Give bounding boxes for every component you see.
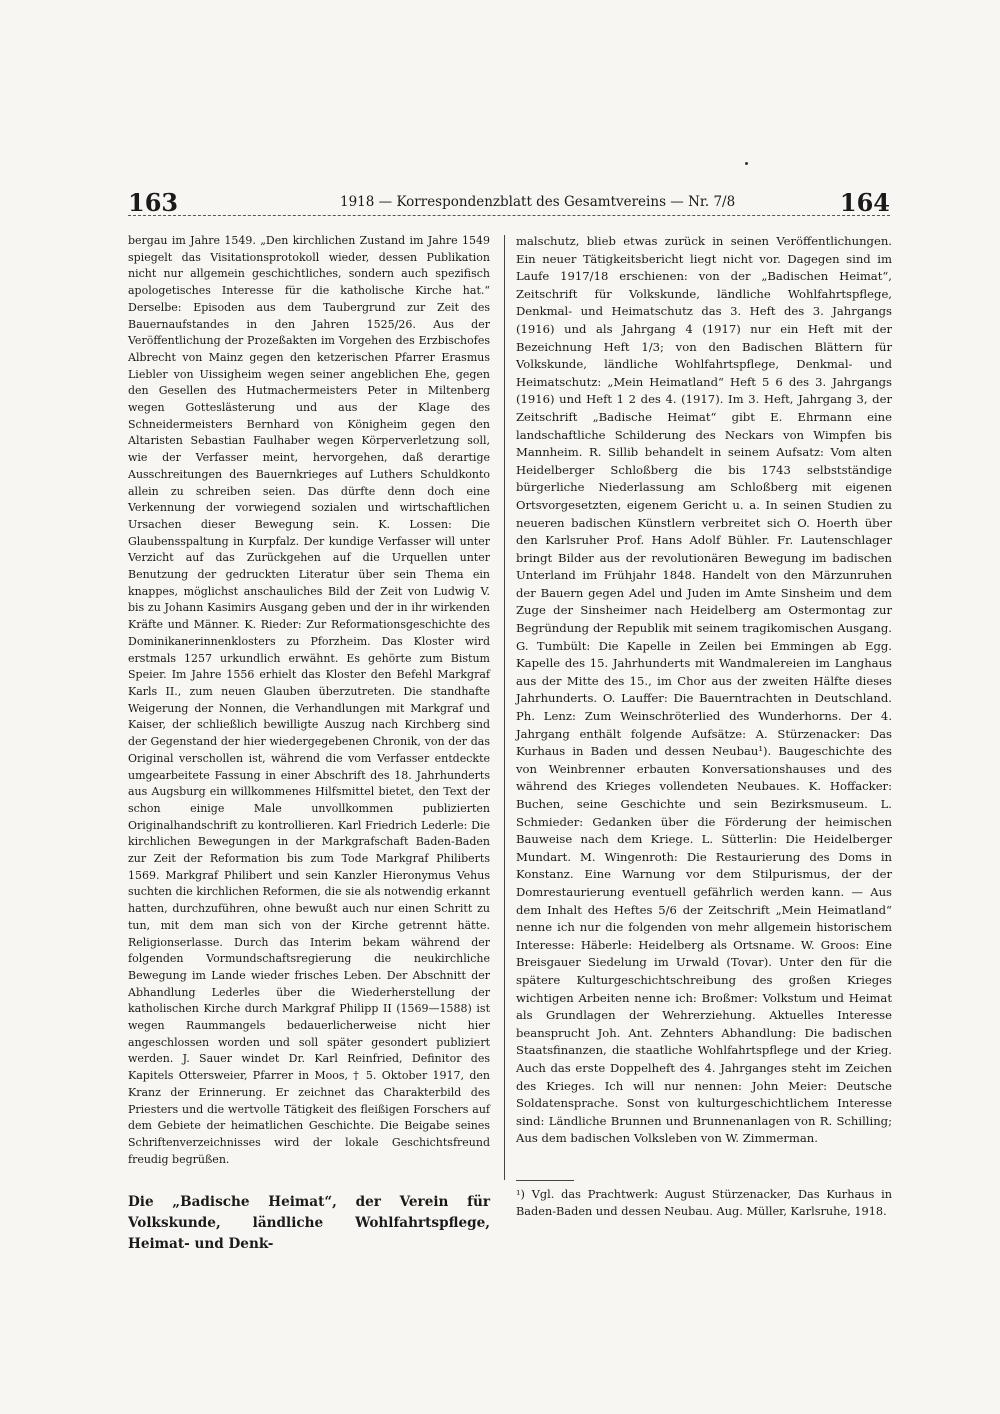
footnote: ¹) Vgl. das Prachtwerk: August Stürzenacker, Das Kurhaus in Baden-Baden und dessen Neubau. Aug. Müller, Karlsruhe, 1918. <box>516 1188 892 1218</box>
running-header: 1918 — Korrespondenzblatt des Gesamtvereins — Nr. 7/8 <box>340 194 736 210</box>
page-number-left: 163 <box>128 188 179 217</box>
right-column-text: malschutz, blieb etwas zurück in seinen Veröffentlichungen. Ein neuer Tätigkeitsbericht liegt nicht vor. Dagegen sind im Laufe 1917/18 erschienen: von der „Badischen Heimat“, Zeitschrift für Volkskunde, ländliche Wohlfahrtspflege, Denkmal- und Heimatschutz das 3. Heft des 3. Jahrgangs (1916) und als Jahrgang 4 (1917) nur ein Heft mit der Bezeichnung Heft 1/3; von den Badischen Blättern für Volkskunde, ländliche Wohlfahrtspflege, Denkmal- und Heimatschutz: „Mein Heimatland“ Heft 5 6 des 3. Jahrgangs (1916) und Heft 1 2 des 4. (1917). Im 3. Heft, Jahrgang 3, der Zeitschrift „Badische Heimat“ gibt E. Ehrmann eine landschaftliche Schilderung des Neckars von Wimpfen bis Mannheim. R. Sillib behandelt in seinem Aufsatz: Vom alten Heidelberger Schloßberg die bis 1743 selbstständige bürgerliche Niederlassung am Schloßberg mit eigenen Ortsvorgesetzten, eigenem Gericht u. a. In seinen Studien zu neueren badischen Künstlern verbreitet sich O. Hoerth über den Karlsruher Prof. Hans Adolf Bühler. Fr. Lautenschlager bringt Bilder aus der revolutionären Bewegung im badischen Unterland im Frühjahr 1848. Handelt von den Märzunruhen der Bauern gegen Adel und Juden im Amte Sinsheim und dem Zuge der Sinsheimer nach Heidelberg am Ostermontag zur Begründung der Republik mit seinem tragikomischen Ausgang. G. Tumbült: Die Kapelle in Zeilen bei Emmingen ab Egg. Kapelle des 15. Jahrhunderts mit Wandmalereien im Langhaus aus der Mitte des 15., im Chor aus der zweiten Hälfte dieses Jahrhunderts. O. Lauffer: Die Bauerntrachten in Deutschland. Ph. Lenz: Zum Weinschröterlied des Wunderhorns. Der 4. Jahrgang enthält folgende Aufsätze: A. Stürzenacker: Das Kurhaus in Baden und dessen Neubau¹). Baugeschichte des von Weinbrenner erbauten Konversationshauses und des während des Krieges vollendeten Neubaues. K. Hoffacker: Buchen, seine Geschichte und sein Bezirksmuseum. L. Schmieder: Gedanken über die Förderung der heimischen Bauweise nach dem Kriege. L. Sütterlin: Die Heidelberger Mundart. M. Wingenroth: Die Restaurierung des Doms in Konstanz. Eine Warnung vor dem Stilpurismus, der der Domrestaurierung eventuell gefährlich werden kann. — Aus dem Inhalt des Heftes 5/6 der Zeitschrift „Mein Heimatland“ nenne ich nur die folgenden von mehr allgemein historischem Interesse: Häberle: Heidelberg als Ortsname. W. Groos: Eine Breisgauer Siedelung im Urwald (Tovar). Unter den für die spätere Kulturgeschichtschreibung des großen Krieges wichtigen Arbeiten nenne ich: Broßmer: Volkstum und Heimat als Grundlagen der Wehrerziehung. Aktuelles Interesse beansprucht Joh. Ant. Zehnters Abhandlung: Die badischen Staatsfinanzen, die staatliche Wohlfahrtspflege und der Krieg. Auch das erste Doppelheft des 4. Jahrganges steht im Zeichen des Krieges. Ich will nur nennen: John Meier: Deutsche Soldatensprache. Sonst von kulturgeschichtlichem Interesse sind: Ländliche Brunnen und Brunnenanlagen von R. Schilling; Aus dem badischen Volksleben von W. Zimmerman. <box>516 234 892 1146</box>
header-rule <box>128 215 890 216</box>
ink-dot <box>745 162 748 165</box>
column-divider <box>504 235 505 1180</box>
footnote-rule <box>516 1180 574 1181</box>
right-column <box>516 233 892 1148</box>
section-heading: Die „Badische Heimat“, der Verein für Volkskunde, ländliche Wohlfahrtspflege, Heimat- und Denk- <box>128 1194 490 1252</box>
page-number-right: 164 <box>839 188 890 217</box>
left-column <box>128 233 490 1168</box>
left-column-text: bergau im Jahre 1549. „Den kirchlichen Zustand im Jahre 1549 spiegelt das Visitationsprotokoll wieder, dessen Publikation nicht nur allgemein geschichtliches, sondern auch spezifisch apologetisches Interesse für die katholische Kirche hat.“ Derselbe: Episoden aus dem Taubergrund zur Zeit des Bauernaufstandes in den Jahren 1525/26. Aus der Veröffentlichung der Prozeßakten im Vorgehen des Erzbischofes Albrecht von Mainz gegen den ketzerischen Pfarrer Erasmus Liebler von Uissigheim wegen seiner angeblichen Ehe, gegen den Gesellen des Hutmachermeisters Peter in Miltenberg wegen Gotteslästerung und aus der Klage des Schneidermeisters Bernhard von Königheim gegen den Altaristen Sebastian Faulhaber wegen Körperverletzung soll, wie der Verfasser meint, hervorgehen, daß derartige Ausschreitungen des Bauernkrieges auf Luthers Schuldkonto allein zu schreiben seien. Das dürfte denn doch eine Verkennung der vorwiegend sozialen und wirtschaftlichen Ursachen dieser Bewegung sein. K. Lossen: Die Glaubensspaltung in Kurpfalz. Der kundige Verfasser will unter Verzicht auf das Zurückgehen auf die Urquellen unter Benutzung der gedruckten Literatur über sein Thema ein knappes, möglichst anschauliches Bild der Zeit von Ludwig V. bis zu Johann Kasimirs Ausgang geben und der in ihr wirkenden Kräfte und Männer. K. Rieder: Zur Reformationsgeschichte des Dominikanerinnenklosters zu Pforzheim. Das Kloster wird erstmals 1257 urkundlich erwähnt. Es gehörte zum Bistum Speier. Im Jahre 1556 erhielt das Kloster den Befehl Markgraf Karls II., zum neuen Glauben überzutreten. Die standhafte Weigerung der Nonnen, die Verhandlungen mit Markgraf und Kaiser, der schließlich bewilligte Auszug nach Kirchberg sind der Gegenstand der hier wiedergegebenen Chronik, von der das Original verschollen ist, während die vom Verfasser entdeckte umgearbeitete Fassung in einer Abschrift des 18. Jahrhunderts aus Augsburg ein willkommenes Hilfsmittel bietet, den Text der schon einige Male unvollkommen publizierten Originalhandschrift zu kontrollieren. Karl Friedrich Lederle: Die kirchlichen Bewegungen in der Markgrafschaft Baden-Baden zur Zeit der Reformation bis zum Tode Markgraf Philiberts 1569. Markgraf Philibert und sein Kanzler Hieronymus Vehus suchten die kirchlichen Reformen, die sie als notwendig erkannt hatten, durchzuführen, ohne bewußt auch nur einen Schritt zu tun, mit dem man sich von der Kirche getrennt hätte. Religionserlasse. Durch das Interim bekam während der folgenden Vormundschaftsregierung die neukirchliche Bewegung im Lande wieder frisches Leben. Der Abschnitt der Abhandlung Lederles über die Wiederherstellung der katholischen Kirche durch Markgraf Philipp II (1569—1588) ist wegen Raummangels bedauerlicherweise nicht hier angeschlossen worden und soll später gesondert publiziert werden. J. Sauer windet Dr. Karl Reinfried, Definitor des Kapitels Ottersweier, Pfarrer in Moos, † 5. Oktober 1917, den Kranz der Erinnerung. Er zeichnet das Charakterbild des Priesters und die wertvolle Tätigkeit des fleißigen Forschers auf dem Gebiete der heimatlichen Geschichte. Die Beigabe seines Schriftenverzeichnisses wird der lokale Geschichtsfreund freudig begrüßen. <box>128 234 490 1166</box>
